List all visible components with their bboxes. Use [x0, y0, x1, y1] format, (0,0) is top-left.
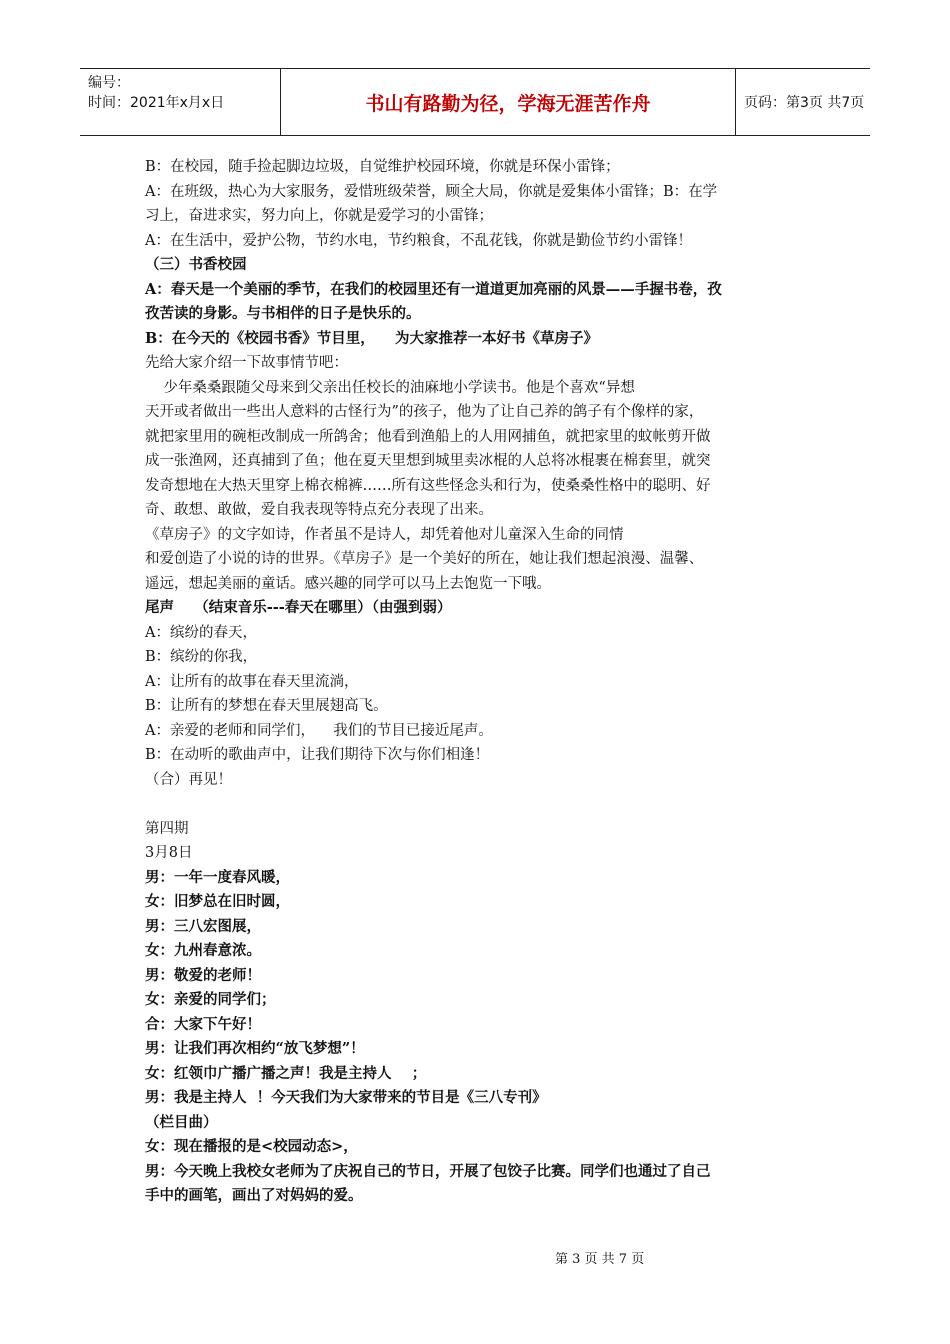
text-line: 就把家里用的碗柜改制成一所鸽舍；他看到渔船上的人用网捕鱼，就把家里的蚊帐剪开做 — [145, 428, 711, 445]
text-line: 《草房子》的文字如诗，作者虽不是诗人，却凭着他对儿童深入生命的同情 — [145, 526, 624, 543]
text-line: 习上，奋进求实，努力向上，你就是爱学习的小雷锋； — [145, 208, 493, 224]
text-line: 手中的画笔，画出了对妈妈的爱。 — [145, 1187, 363, 1204]
text-line — [145, 792, 810, 817]
text-line: 男：一年一度春风暖， — [145, 868, 290, 886]
text-line: 少年桑桑跟随父母来到父亲出任校长的油麻地小学读书。他是个喜欢“异想 — [145, 379, 635, 396]
text-line: A：亲爱的老师和同学们， 我们的节目已接近尾声。 — [145, 722, 493, 739]
text-line: 第四期 — [145, 820, 189, 837]
text-line: 尾声 （结束音乐---春天在哪里）（由强到弱） — [145, 599, 452, 616]
text-line: （栏目曲） — [145, 1113, 218, 1131]
text-line: 男：敬爱的老师！ — [145, 966, 261, 984]
text-line: 先给大家介绍一下故事情节吧： — [145, 355, 348, 371]
text-line: 成一张渔网，还真捕到了鱼；他在夏天里想到城里卖冰棍的人总将冰棍裹在棉套里，就突 — [145, 453, 711, 469]
text-line: 女：亲爱的同学们； — [145, 991, 276, 1008]
text-line: 男：我是主持人 ！今天我们为大家带来的节目是《三八专刊》 — [145, 1089, 547, 1106]
text-line: A：春天是一个美丽的季节，在我们的校园里还有一道道更加亮丽的风景——手握书卷，孜 — [145, 280, 722, 298]
text-line: （合）再见！ — [145, 771, 232, 788]
text-line: 孜苦读的身影。与书相伴的日子是快乐的。 — [145, 305, 421, 322]
text-line: 发奇想地在大热天里穿上棉衣棉裤……所有这些怪念头和行为，使桑桑性格中的聪明、好 — [145, 477, 711, 494]
header-id-label: 编号： — [88, 75, 130, 91]
text-line: 男：今天晚上我校女老师为了庆祝自己的节日，开展了包饺子比赛。同学们也通过了自己 — [145, 1162, 711, 1180]
text-line: B：在动听的歌曲声中，让我们期待下次与你们相逢！ — [145, 747, 490, 763]
text-line: 女：现在播报的是<校园动态>， — [145, 1138, 358, 1155]
document-body — [145, 155, 810, 1209]
text-line: 3月8日 — [145, 845, 193, 861]
text-line: A：缤纷的春天， — [145, 624, 257, 641]
text-line: B：让所有的梦想在春天里展翅高飞。 — [145, 698, 388, 714]
text-line: 遥远，想起美丽的童话。感兴趣的同学可以马上去饱览一下哦。 — [145, 575, 551, 592]
header-time-label: 时间：2021年x月x日 — [88, 95, 225, 111]
text-line: 合：大家下午好！ — [145, 1015, 261, 1033]
text-line: （三）书香校园 — [145, 256, 247, 273]
text-line: A：让所有的故事在春天里流淌， — [145, 673, 359, 690]
header-page-label: 页码：第3页 共7页 — [744, 95, 865, 111]
header-motto: 书山有路勤为径，学海无涯苦作舟 — [280, 69, 736, 135]
text-line: 男：三八宏图展， — [145, 917, 261, 935]
header-meta — [88, 73, 224, 113]
text-line: B：缤纷的你我， — [145, 649, 258, 665]
text-line: 女：九州春意浓。 — [145, 942, 261, 959]
text-line: A：在生活中，爱护公物，节约水电，节约粮食，不乱花钱，你就是勤俭节约小雷锋！ — [145, 232, 692, 249]
page-header — [80, 68, 870, 136]
text-line: 和爱创造了小说的诗的世界。《草房子》是一个美好的所在，她让我们想起浪漫、温馨、 — [145, 551, 704, 567]
page-footer: 第 3 页 共 7 页 — [555, 1252, 645, 1267]
text-line: 女：旧梦总在旧时圆， — [145, 893, 290, 910]
text-line: A：在班级，热心为大家服务，爱惜班级荣誉，顾全大局，你就是爱集体小雷锋；B：在学 — [145, 183, 718, 200]
text-line: 天开或者做出一些出人意料的古怪行为”的孩子，他为了让自己养的鸽子有个像样的家， — [145, 404, 704, 420]
text-line: B：在今天的《校园书香》节目里， 为大家推荐一本好书《草房子》 — [145, 329, 598, 347]
text-line: 奇、敢想、敢做，爱自我表现等特点充分表现了出来。 — [145, 502, 493, 518]
text-line: 女：红领巾广播广播之声！我是主持人 ； — [145, 1064, 427, 1082]
text-line: 男：让我们再次相约“放飞梦想”！ — [145, 1040, 365, 1057]
text-line: B：在校园，随手捡起脚边垃圾，自觉维护校园环境，你就是环保小雷锋； — [145, 159, 620, 175]
